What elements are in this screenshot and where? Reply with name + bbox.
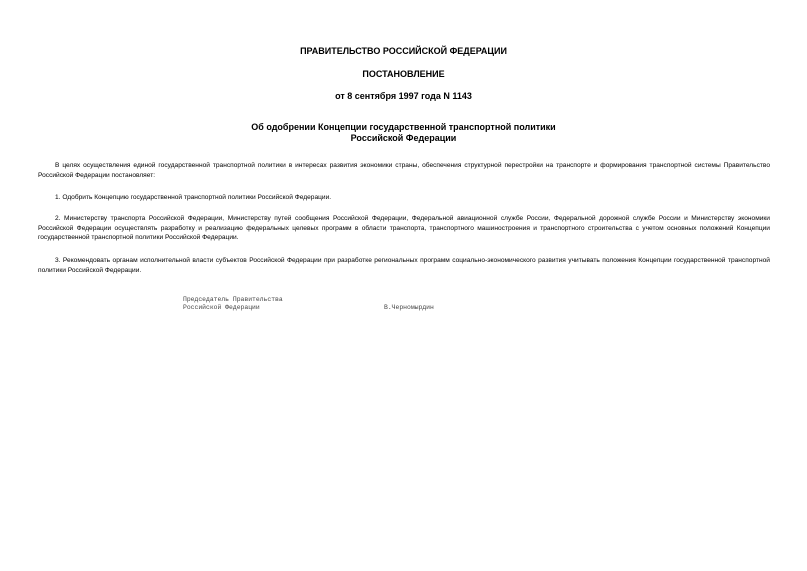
document-title-line-2: Российской Федерации	[350, 133, 457, 143]
document-date-number: от 8 сентября 1997 года N 1143	[335, 91, 472, 101]
paragraph-preamble: В целях осуществления единой государственной транспортной политики в интересах развития экономики страны, обеспечения структурной перестройки на транспорте и формирования транспортной системы Правительство Российской Федерации постановляет:	[38, 162, 770, 179]
document-title-line-1: Об одобрении Концепции государственной транспортной политики	[251, 122, 556, 132]
government-heading: ПРАВИТЕЛЬСТВО РОССИЙСКОЙ ФЕДЕРАЦИИ	[300, 46, 507, 56]
document-type-heading: ПОСТАНОВЛЕНИЕ	[362, 69, 445, 79]
signature-name: В.Черномырдин	[384, 304, 434, 311]
signature-position-line-2: Российской Федерации	[183, 304, 260, 311]
paragraph-item-2: 2. Министерству транспорта Российской Федерации, Министерству путей сообщения Российской Федерации, Федеральной авиационной службе России, Федеральной дорожной службе России и Министерству экономики Российской Федерации осуществлять разработку и реализацию федеральных целевых программ в области транспорта, транспортного машиностроения и транспортного строительства с учетом основных положений Концепции государственной транспортной политики Российской Федерации.	[38, 215, 770, 241]
signature-position-line-1: Председатель Правительства	[183, 296, 283, 303]
document-title	[0, 122, 807, 144]
paragraph-item-1: 1. Одобрить Концепцию государственной транспортной политики Российской Федерации.	[55, 194, 332, 201]
paragraph-item-3: 3. Рекомендовать органам исполнительной власти субъектов Российской Федерации при разработке региональных программ социально-экономического развития учитывать положения Концепции государственной транспортной политики Российской Федерации.	[38, 257, 770, 274]
